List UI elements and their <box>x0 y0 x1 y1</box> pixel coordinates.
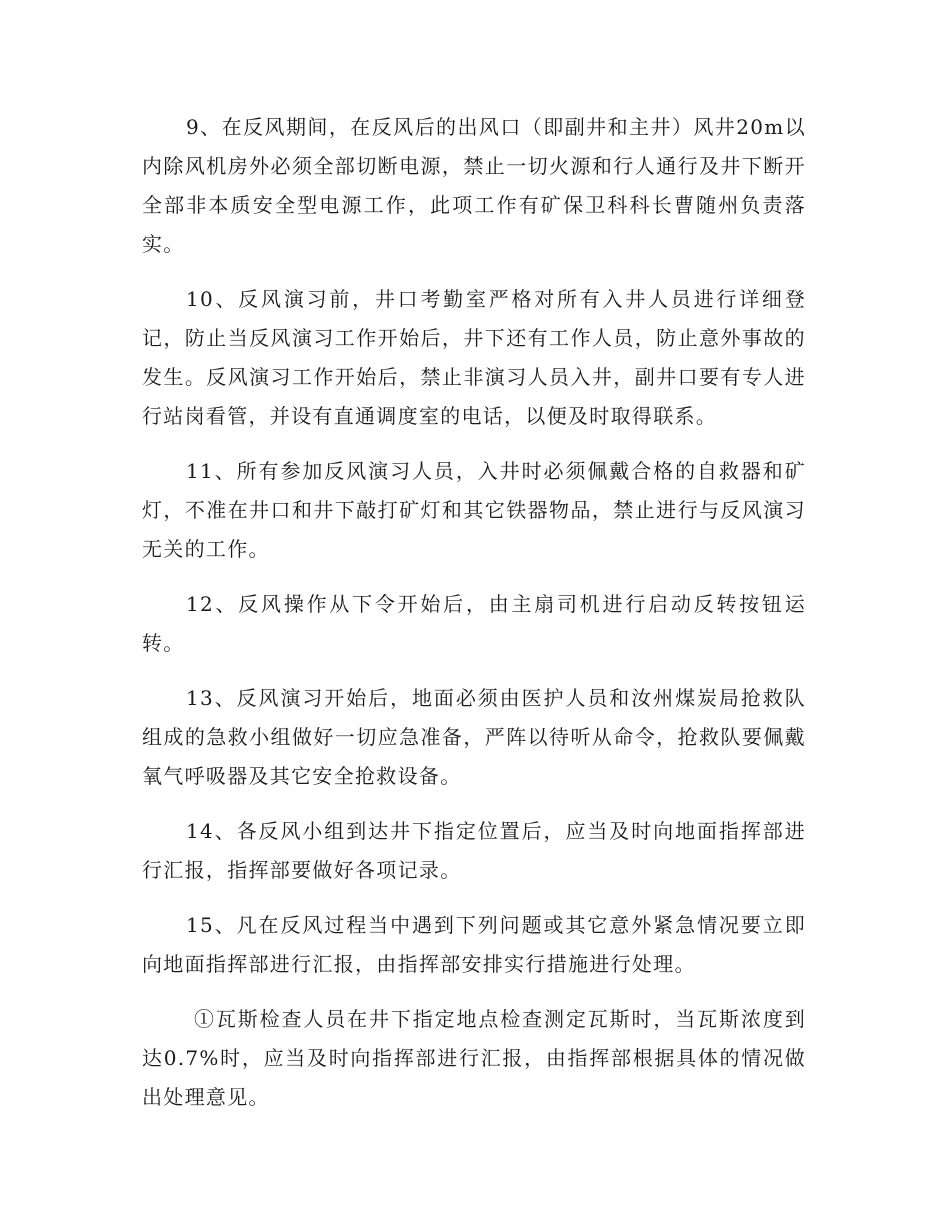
paragraph-item-11: 11、所有参加反风演习人员，入井时必须佩戴合格的自救器和矿灯，不准在井口和井下敲打矿灯和其它铁器物品，禁止进行与反风演习无关的工作。 <box>142 459 806 561</box>
paragraph-item-10: 10、反风演习前，井口考勤室严格对所有入井人员进行详细登记，防止当反风演习工作开始后，井下还有工作人员，防止意外事故的发生。反风演习工作开始后，禁止非演习人员入井，副井口要有专人进行站岗看管，并设有直通调度室的电话，以便及时取得联系。 <box>142 287 806 428</box>
paragraph-item-14: 14、各反风小组到达井下指定位置后，应当及时向地面指挥部进行汇报，指挥部要做好各项记录。 <box>142 819 806 882</box>
paragraph-item-13: 13、反风演习开始后，地面必须由医护人员和汝州煤炭局抢救队组成的急救小组做好一切应急准备，严阵以待听从命令，抢救队要佩戴氧气呼吸器及其它安全抢救设备。 <box>142 686 806 788</box>
paragraph-subitem-1: ①瓦斯检查人员在井下指定地点检查测定瓦斯时，当瓦斯浓度到达0.7%时，应当及时向指挥部进行汇报，由指挥部根据具体的情况做出处理意见。 <box>142 1007 806 1109</box>
paragraph-item-15: 15、凡在反风过程当中遇到下列问题或其它意外紧急情况要立即向地面指挥部进行汇报，由指挥部安排实行措施进行处理。 <box>142 913 806 976</box>
paragraph-item-9: 9、在反风期间，在反风后的出风口（即副井和主井）风井20m以内除风机房外必须全部切断电源，禁止一切火源和行人通行及井下断开全部非本质安全型电源工作，此项工作有矿保卫科科长曹随州负责落实。 <box>142 115 806 256</box>
paragraph-item-12: 12、反风操作从下令开始后，由主扇司机进行启动反转按钮运转。 <box>142 592 806 655</box>
document-page <box>142 108 806 1133</box>
